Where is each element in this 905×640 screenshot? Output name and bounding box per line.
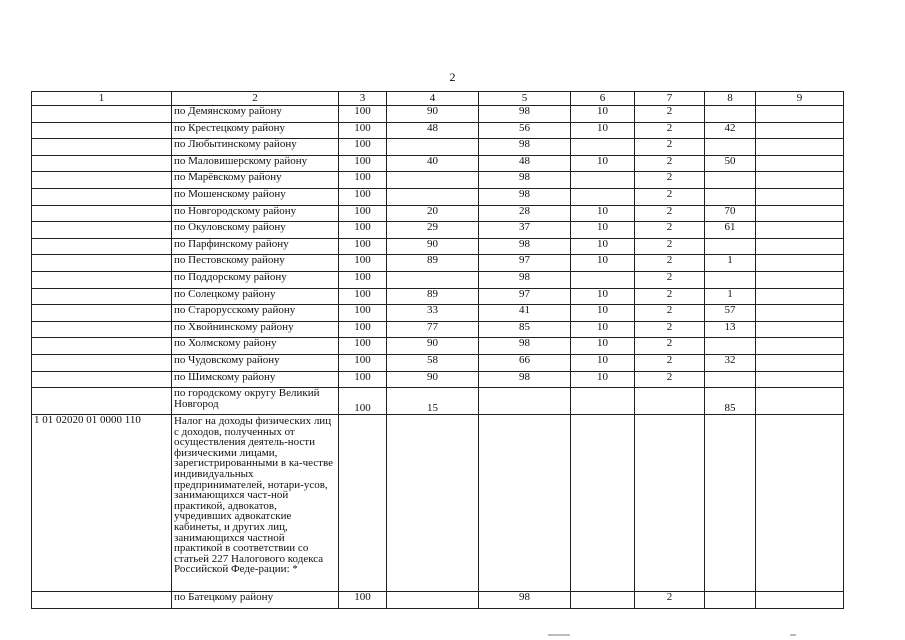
cell-code	[32, 172, 172, 189]
table-row-description	[32, 415, 844, 592]
cell-col-5: 37	[479, 222, 571, 239]
table-row	[32, 255, 844, 272]
cell-code	[32, 122, 172, 139]
cell-col-7: 2	[635, 338, 705, 355]
cell-col-5: 66	[479, 354, 571, 371]
table-row	[32, 122, 844, 139]
cell-col-4	[387, 172, 479, 189]
cell-col-3: 100	[339, 305, 387, 322]
cell-col-6: 10	[571, 338, 635, 355]
cell-col-8	[705, 106, 756, 123]
cell-col-8: 85	[705, 388, 756, 415]
cell-col-3: 100	[339, 188, 387, 205]
cell-col-7: 2	[635, 188, 705, 205]
cell-code	[32, 592, 172, 609]
cell-col-6: 10	[571, 106, 635, 123]
budget-distribution-table	[31, 91, 844, 609]
column-header-3: 3	[339, 92, 387, 106]
cell-name: по Холмскому району	[172, 338, 339, 355]
cell-col-8: 42	[705, 122, 756, 139]
table-row	[32, 155, 844, 172]
cell-col-8	[705, 172, 756, 189]
cell-name: по Солецкому району	[172, 288, 339, 305]
table-row	[32, 271, 844, 288]
cell-col-8	[705, 271, 756, 288]
cell-name: по Окуловскому району	[172, 222, 339, 239]
table-row	[32, 139, 844, 156]
cell-col-3: 100	[339, 155, 387, 172]
cell-col-6	[571, 415, 635, 592]
cell-col-4: 90	[387, 106, 479, 123]
table-row	[32, 354, 844, 371]
cell-col-8	[705, 238, 756, 255]
cell-col-9	[756, 106, 844, 123]
cell-col-5: 41	[479, 305, 571, 322]
cell-col-4	[387, 188, 479, 205]
cell-code	[32, 338, 172, 355]
cell-code	[32, 222, 172, 239]
cell-col-8: 50	[705, 155, 756, 172]
cell-name: по Мошенскому району	[172, 188, 339, 205]
cell-name: по Поддорскому району	[172, 271, 339, 288]
column-header-6: 6	[571, 92, 635, 106]
cell-code	[32, 139, 172, 156]
cell-col-8: 13	[705, 321, 756, 338]
cell-code	[32, 255, 172, 272]
cell-col-7: 2	[635, 205, 705, 222]
cell-col-3: 100	[339, 255, 387, 272]
cell-col-9	[756, 415, 844, 592]
table-row	[32, 288, 844, 305]
cell-col-5: 98	[479, 106, 571, 123]
cell-col-4: 90	[387, 338, 479, 355]
cell-col-3: 100	[339, 354, 387, 371]
table-row	[32, 305, 844, 322]
cell-col-6: 10	[571, 122, 635, 139]
cell-col-7: 2	[635, 592, 705, 609]
cell-col-4	[387, 139, 479, 156]
cell-name: по городскому округу Великий Новгород	[172, 388, 339, 415]
cell-col-5: 98	[479, 139, 571, 156]
cell-col-8	[705, 139, 756, 156]
cell-col-6: 10	[571, 288, 635, 305]
table-row	[32, 321, 844, 338]
cell-col-3: 100	[339, 321, 387, 338]
cell-col-4: 48	[387, 122, 479, 139]
table-row	[32, 371, 844, 388]
cell-col-7: 2	[635, 172, 705, 189]
cell-col-7: 2	[635, 255, 705, 272]
cell-col-6	[571, 388, 635, 415]
cell-col-6	[571, 188, 635, 205]
cell-col-5: 56	[479, 122, 571, 139]
cell-col-5: 98	[479, 592, 571, 609]
cell-col-6	[571, 139, 635, 156]
cell-col-8: 32	[705, 354, 756, 371]
cell-col-8: 1	[705, 255, 756, 272]
cell-name: по Чудовскому району	[172, 354, 339, 371]
cell-col-7: 2	[635, 106, 705, 123]
cell-col-7: 2	[635, 371, 705, 388]
cell-col-5: 98	[479, 271, 571, 288]
table-row	[32, 205, 844, 222]
cell-col-9	[756, 205, 844, 222]
cell-col-6: 10	[571, 371, 635, 388]
cell-col-8: 1	[705, 288, 756, 305]
cell-col-6: 10	[571, 305, 635, 322]
cell-col-7: 2	[635, 122, 705, 139]
cell-name: по Парфинскому району	[172, 238, 339, 255]
column-header-1: 1	[32, 92, 172, 106]
cell-col-5: 85	[479, 321, 571, 338]
cell-col-5: 98	[479, 238, 571, 255]
cell-code	[32, 388, 172, 415]
scan-artifact	[790, 634, 796, 636]
cell-code	[32, 271, 172, 288]
cell-code	[32, 305, 172, 322]
column-header-4: 4	[387, 92, 479, 106]
cell-col-9	[756, 122, 844, 139]
cell-col-5: 98	[479, 188, 571, 205]
cell-col-6: 10	[571, 238, 635, 255]
cell-col-6: 10	[571, 205, 635, 222]
column-header-7: 7	[635, 92, 705, 106]
cell-col-6: 10	[571, 222, 635, 239]
cell-col-4: 33	[387, 305, 479, 322]
cell-col-9	[756, 338, 844, 355]
cell-col-6: 10	[571, 321, 635, 338]
cell-col-3: 100	[339, 172, 387, 189]
table-row	[32, 172, 844, 189]
table-row	[32, 592, 844, 609]
cell-col-7: 2	[635, 305, 705, 322]
cell-col-4: 90	[387, 371, 479, 388]
cell-col-3: 100	[339, 222, 387, 239]
cell-col-9	[756, 592, 844, 609]
cell-col-6: 10	[571, 155, 635, 172]
cell-col-3	[339, 415, 387, 592]
cell-col-6	[571, 172, 635, 189]
column-header-8: 8	[705, 92, 756, 106]
cell-col-8	[705, 415, 756, 592]
cell-col-5: 98	[479, 371, 571, 388]
column-header-9: 9	[756, 92, 844, 106]
table-row	[32, 238, 844, 255]
column-header-2: 2	[172, 92, 339, 106]
cell-col-6: 10	[571, 354, 635, 371]
cell-col-4: 15	[387, 388, 479, 415]
cell-col-4: 77	[387, 321, 479, 338]
cell-col-3: 100	[339, 139, 387, 156]
cell-col-7: 2	[635, 222, 705, 239]
cell-col-9	[756, 371, 844, 388]
cell-col-4: 90	[387, 238, 479, 255]
cell-code	[32, 371, 172, 388]
cell-col-5: 98	[479, 172, 571, 189]
cell-col-3: 100	[339, 288, 387, 305]
cell-col-9	[756, 238, 844, 255]
header-row	[32, 92, 844, 106]
cell-name: по Новгородскому району	[172, 205, 339, 222]
cell-col-5: 97	[479, 288, 571, 305]
cell-col-9	[756, 188, 844, 205]
cell-col-3: 100	[339, 238, 387, 255]
cell-col-9	[756, 388, 844, 415]
cell-col-3: 100	[339, 271, 387, 288]
cell-col-3: 100	[339, 106, 387, 123]
cell-col-7: 2	[635, 271, 705, 288]
cell-col-9	[756, 255, 844, 272]
cell-col-9	[756, 139, 844, 156]
cell-code	[32, 321, 172, 338]
cell-col-7: 2	[635, 288, 705, 305]
cell-col-5: 48	[479, 155, 571, 172]
cell-col-9	[756, 288, 844, 305]
column-header-5: 5	[479, 92, 571, 106]
cell-col-9	[756, 222, 844, 239]
cell-col-9	[756, 321, 844, 338]
table-row	[32, 106, 844, 123]
cell-col-7: 2	[635, 155, 705, 172]
cell-name: по Хвойнинскому району	[172, 321, 339, 338]
cell-col-8	[705, 338, 756, 355]
cell-col-9	[756, 354, 844, 371]
cell-code: 1 01 02020 01 0000 110	[32, 415, 172, 592]
cell-col-7: 2	[635, 321, 705, 338]
cell-col-4	[387, 271, 479, 288]
cell-col-7: 2	[635, 238, 705, 255]
cell-col-7: 2	[635, 139, 705, 156]
cell-name: по Шимскому району	[172, 371, 339, 388]
cell-col-3: 100	[339, 338, 387, 355]
cell-col-4: 89	[387, 288, 479, 305]
cell-col-8	[705, 592, 756, 609]
cell-col-9	[756, 155, 844, 172]
cell-col-4	[387, 592, 479, 609]
cell-col-8	[705, 188, 756, 205]
cell-name: Налог на доходы физических лиц с доходов, полученных от осуществления деятель-ности физическими лицами, зарегистрированными в ка-честве индивидуальных предпринимателей, нотари-усов, занимающихся част-ной практикой, адвокатов, учредивших адвокатские кабинеты, и других лиц, занимающихся частной практикой в соответствии со статьей 227 Налогового кодекса Российской Феде-рации: *	[172, 415, 339, 592]
cell-col-4: 89	[387, 255, 479, 272]
cell-col-9	[756, 305, 844, 322]
cell-col-4: 20	[387, 205, 479, 222]
cell-col-9	[756, 172, 844, 189]
cell-col-7	[635, 415, 705, 592]
cell-col-5: 97	[479, 255, 571, 272]
table-row-city	[32, 388, 844, 415]
cell-code	[32, 354, 172, 371]
table-row	[32, 338, 844, 355]
scan-artifact	[548, 634, 570, 636]
cell-col-6: 10	[571, 255, 635, 272]
cell-name: по Маловишерскому району	[172, 155, 339, 172]
cell-col-8: 70	[705, 205, 756, 222]
cell-col-3: 100	[339, 122, 387, 139]
cell-col-8	[705, 371, 756, 388]
cell-name: по Батецкому району	[172, 592, 339, 609]
cell-name: по Марёвскому району	[172, 172, 339, 189]
cell-col-3: 100	[339, 205, 387, 222]
cell-col-8: 61	[705, 222, 756, 239]
cell-col-3: 100	[339, 592, 387, 609]
cell-col-5: 98	[479, 338, 571, 355]
cell-col-3: 100	[339, 388, 387, 415]
cell-code	[32, 288, 172, 305]
page-number: 2	[449, 70, 456, 84]
cell-col-3: 100	[339, 371, 387, 388]
cell-code	[32, 238, 172, 255]
cell-name: по Демянскому району	[172, 106, 339, 123]
cell-name: по Старорусскому району	[172, 305, 339, 322]
cell-col-6	[571, 592, 635, 609]
cell-name: по Крестецкому району	[172, 122, 339, 139]
cell-col-5	[479, 388, 571, 415]
cell-code	[32, 106, 172, 123]
cell-col-4	[387, 415, 479, 592]
cell-col-5	[479, 415, 571, 592]
cell-col-7: 2	[635, 354, 705, 371]
cell-code	[32, 188, 172, 205]
table-row	[32, 188, 844, 205]
cell-col-4: 58	[387, 354, 479, 371]
cell-col-4: 29	[387, 222, 479, 239]
cell-name: по Любытинскому району	[172, 139, 339, 156]
table-row	[32, 222, 844, 239]
cell-col-5: 28	[479, 205, 571, 222]
cell-col-8: 57	[705, 305, 756, 322]
cell-name: по Пестовскому району	[172, 255, 339, 272]
cell-col-7	[635, 388, 705, 415]
cell-code	[32, 205, 172, 222]
cell-col-4: 40	[387, 155, 479, 172]
cell-code	[32, 155, 172, 172]
cell-col-6	[571, 271, 635, 288]
cell-col-9	[756, 271, 844, 288]
